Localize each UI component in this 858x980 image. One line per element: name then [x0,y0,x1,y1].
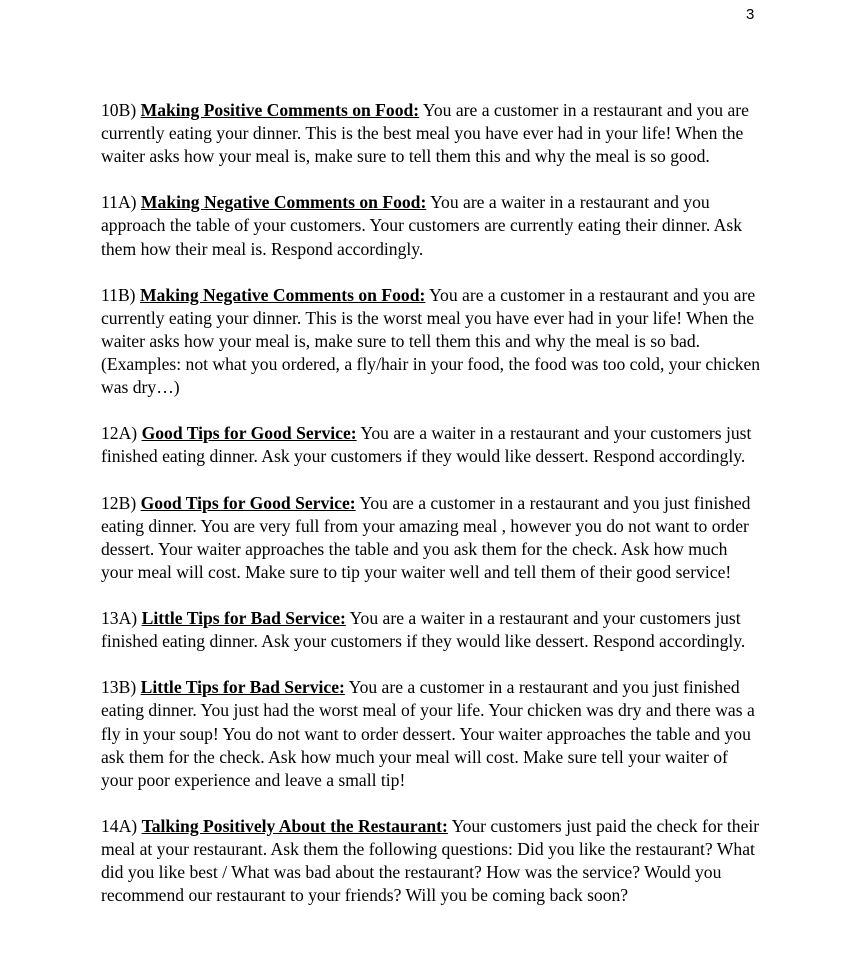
scenario-id: 13A) [101,608,138,629]
scenario-title: Good Tips for Good Service: [140,492,356,513]
scenario-paragraph [101,99,763,168]
scenario-paragraph [101,607,763,653]
scenario-body: You are a waiter in a restaurant and your customers just finished eating dinner. Ask your customers if they would like dessert. Respond accordingly. [101,423,752,467]
scenario-id: 11A) [101,192,137,213]
scenario-id: 12B) [101,492,137,513]
scenario-paragraph [101,492,763,584]
scenario-body: You are a customer in a restaurant and you are currently eating your dinner. This is the worst meal you have ever had in your life! When the waiter asks how your meal is, make sure to tell them this and why the meal is so bad. (Examples: not what you ordered, a fly/hair in your food, the food was too cold, your chicken was dry…) [101,284,761,398]
scenario-id: 10B) [101,100,137,120]
scenario-body: You are a waiter in a restaurant and your customers just finished eating dinner. Ask your customers if they would like dessert. Respond accordingly. [101,608,746,652]
scenario-body: You are a customer in a restaurant and you are currently eating your dinner. This is the best meal you have ever had in your life! When the waiter asks how your meal is, make sure to tell them this and why the meal is so good. [101,100,749,167]
scenario-paragraph [101,422,763,468]
scenario-paragraph [101,191,763,260]
scenario-title: Making Positive Comments on Food: [140,100,420,120]
document-body [101,99,763,930]
scenario-paragraph [101,284,763,399]
scenario-body: You are a customer in a restaurant and you just finished eating dinner. You are very full from your amazing meal , however you do not want to order dessert. Your waiter approaches the table and you ask them for the check. Ask how much your meal will cost. Make sure to tip your waiter well and tell them of their good service! [101,492,751,582]
scenario-body: Your customers just paid the check for their meal at your restaurant. Ask them the following questions: Did you like the restaurant? What did you like best / What was bad about the restaurant? How was the service? Would you recommend our restaurant to your friends? Will you be coming back soon? [101,815,760,906]
page-number: 3 [746,6,755,23]
scenario-paragraph [101,815,763,907]
scenario-title: Talking Positively About the Restaurant: [141,815,448,836]
scenario-id: 12A) [101,423,138,444]
scenario-id: 13B) [101,677,137,698]
scenario-title: Little Tips for Bad Service: [141,608,346,629]
scenario-title: Good Tips for Good Service: [141,423,357,444]
scenario-paragraph [101,676,763,791]
scenario-id: 14A) [101,815,138,836]
scenario-body: You are a customer in a restaurant and you just finished eating dinner. You just had the worst meal of your life. Your chicken was dry and there was a fly in your soup! You do not want to order dessert. Your waiter approaches the table and you ask them for the check. Ask how much your meal will cost. Make sure tell your waiter of your poor experience and leave a small tip! [101,677,755,790]
scenario-title: Making Negative Comments on Food: [140,192,427,213]
scenario-id: 11B) [101,284,136,305]
scenario-body: You are a waiter in a restaurant and you approach the table of your customers. Your customers are currently eating their dinner. Ask them how their meal is. Respond accordingly. [101,192,743,259]
scenario-title: Little Tips for Bad Service: [140,677,345,698]
scenario-title: Making Negative Comments on Food: [139,284,426,305]
